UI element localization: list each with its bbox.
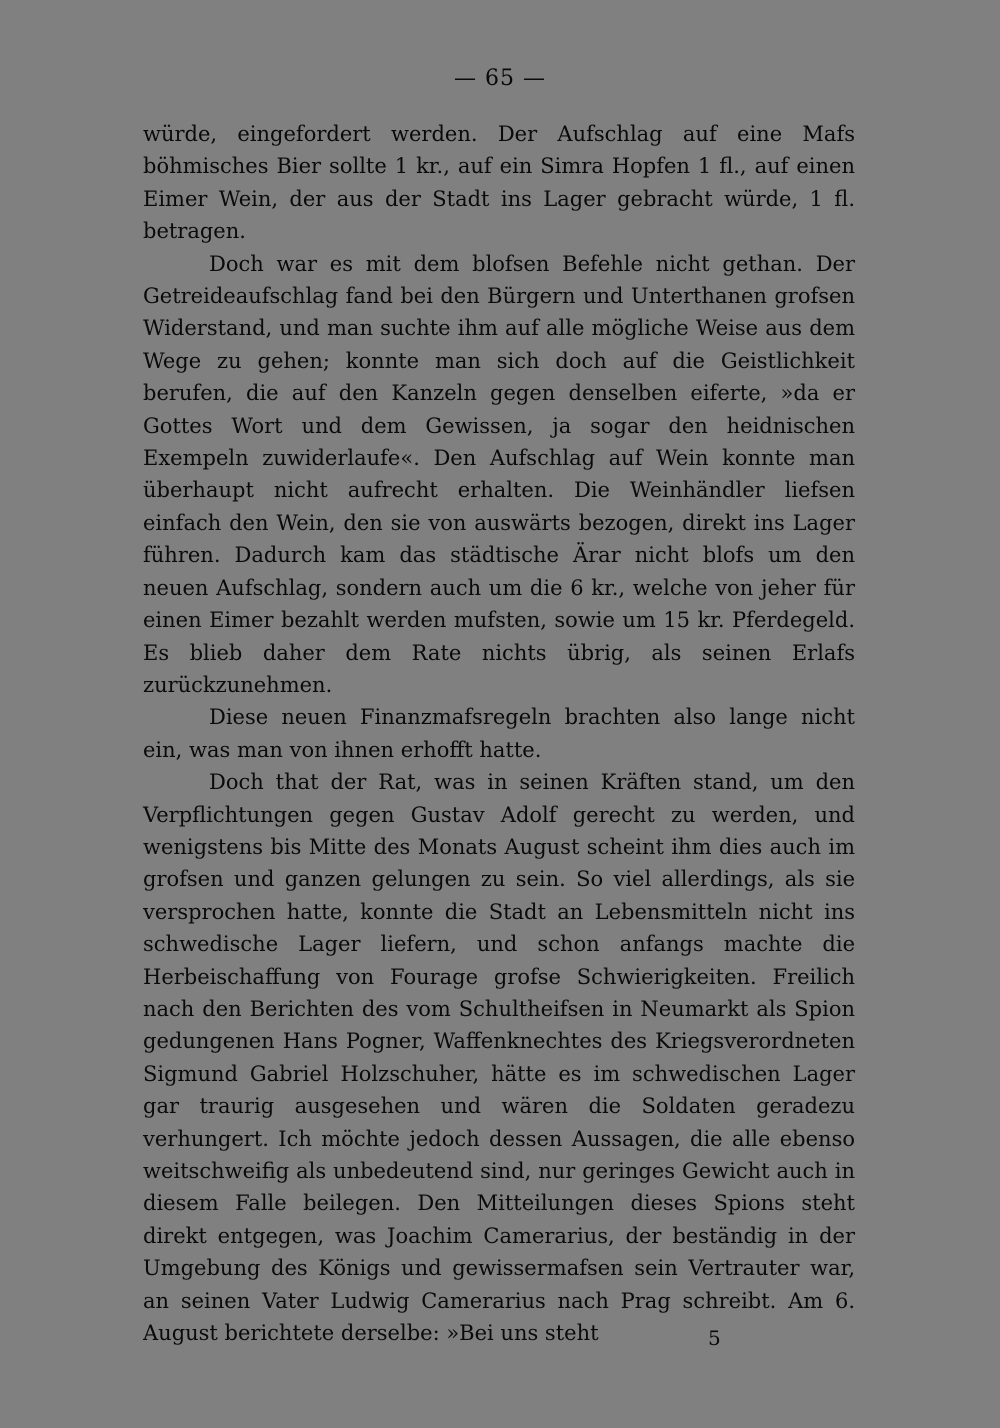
page-number: — 65 — bbox=[454, 66, 546, 91]
sheet-signature-mark: 5 bbox=[708, 1326, 721, 1350]
paragraph: würde, eingefordert werden. Der Aufschlag auf eine Mafs böhmisches Bier sollte 1 kr., auf ein Simra Hopfen 1 fl., auf einen Eimer Wein, der aus der Stadt ins Lager gebracht würde, 1 fl. betragen. bbox=[143, 122, 855, 244]
paragraph: Diese neuen Finanzmafsregeln brachten also lange nicht ein, was man von ihnen erhofft hatte. bbox=[143, 705, 855, 762]
paragraph: Doch war es mit dem blofsen Befehle nicht gethan. Der Getreideaufschlag fand bei den Bürgern und Unterthanen grofsen Widerstand, und man suchte ihm auf alle mögliche Weise aus dem Wege zu gehen; konnte man sich doch auf die Geistlichkeit berufen, die auf den Kanzeln gegen denselben eiferte, »da er Gottes Wort und dem Gewissen, ja sogar den heidnischen Exempeln zuwiderlaufe«. Den Aufschlag auf Wein konnte man überhaupt nicht aufrecht erhalten. Die Weinhändler liefsen einfach den Wein, den sie von auswärts bezogen, direkt ins Lager führen. Dadurch kam das städtische Ärar nicht blofs um den neuen Aufschlag, sondern auch um die 6 kr., welche von jeher für einen Eimer bezahlt werden mufsten, sowie um 15 kr. Pferdegeld. Es blieb daher dem Rate nichts übrig, als seinen Erlafs zurückzunehmen. bbox=[143, 251, 855, 697]
body-text bbox=[143, 118, 855, 1349]
paragraph: Doch that der Rat, was in seinen Kräften stand, um den Verpflichtungen gegen Gustav Adolf gerecht zu werden, und wenigstens bis Mitte des Monats August scheint ihm dies auch im grofsen und ganzen gelungen zu sein. So viel allerdings, als sie versprochen hatte, konnte die Stadt an Lebensmitteln nicht ins schwedische Lager liefern, und schon anfangs machte die Herbeischaffung von Fourage grofse Schwierigkeiten. Freilich nach den Berichten des vom Schultheifsen in Neumarkt als Spion gedungenen Hans Pogner, Waffenknechtes des Kriegsverordneten Sigmund Gabriel Holzschuher, hätte es im schwedischen Lager gar traurig ausgesehen und wären die Soldaten geradezu verhungert. Ich möchte jedoch dessen Aussagen, die alle ebenso weitschweifig als unbedeutend sind, nur geringes Gewicht auch in diesem Falle beilegen. Den Mitteilungen dieses Spions steht direkt entgegen, was Joachim Camerarius, der beständig in der Umgebung des Königs und gewissermafsen sein Vertrauter war, an seinen Vater Ludwig Camerarius nach Prag schreibt. Am 6. August berichtete derselbe: »Bei uns steht bbox=[143, 770, 855, 1346]
